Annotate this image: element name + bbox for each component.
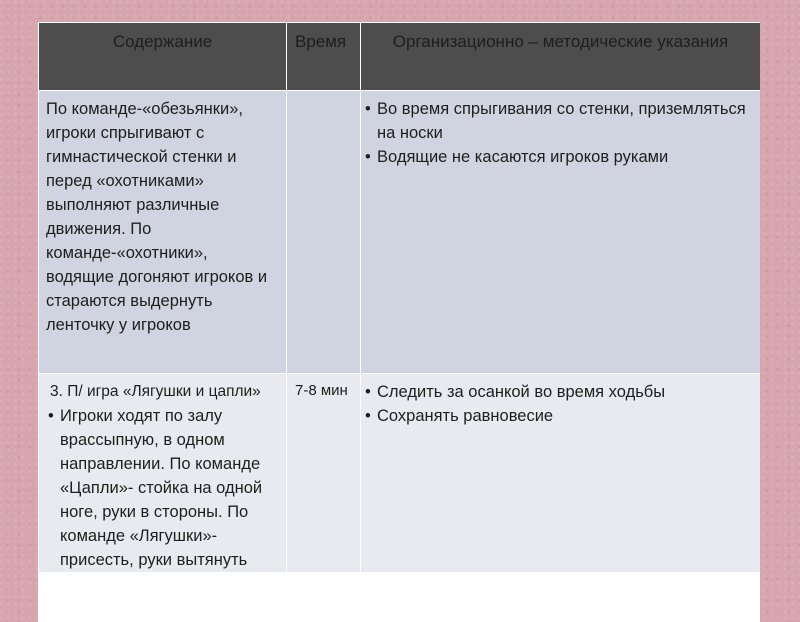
- note-item: • Сохранять равновесие: [363, 404, 756, 428]
- row1-content: По команде-«обезьянки», игроки спрыгивают с гимнастической стенки и перед «охотниками» выполняют различные движения. По команде-«охотники», водящие догоняют игроков и стараются выдернуть ленточку у игроков: [39, 91, 287, 374]
- note-item: • Во время спрыгивания со стенки, приземляться на носки: [363, 97, 756, 145]
- slide-sheet: [38, 22, 760, 622]
- header-content: Содержание: [39, 23, 287, 91]
- note-item: • Водящие не касаются игроков руками: [363, 145, 756, 169]
- note-item: • Следить за осанкой во время ходьбы: [363, 380, 756, 404]
- row2-notes: [361, 374, 761, 573]
- content-item: • Игроки ходят по залу врассыпную, в одном направлении. По команде «Цапли»- стойка на одной ноге, руки в стороны. По команде «Лягушки»- присесть, руки вытянуть: [46, 404, 280, 572]
- header-row: [39, 23, 761, 91]
- row2-content: [39, 374, 287, 573]
- table-row: [39, 374, 761, 573]
- table-row: [39, 91, 761, 374]
- lesson-table: [38, 22, 760, 573]
- header-notes: Организационно – методические указания: [361, 23, 761, 91]
- header-time: Время: [287, 23, 361, 91]
- game-title: 3. П/ игра «Лягушки и цапли»: [50, 383, 261, 400]
- row1-notes: [361, 91, 761, 374]
- row2-time: 7-8 мин: [287, 374, 361, 573]
- row1-time: [287, 91, 361, 374]
